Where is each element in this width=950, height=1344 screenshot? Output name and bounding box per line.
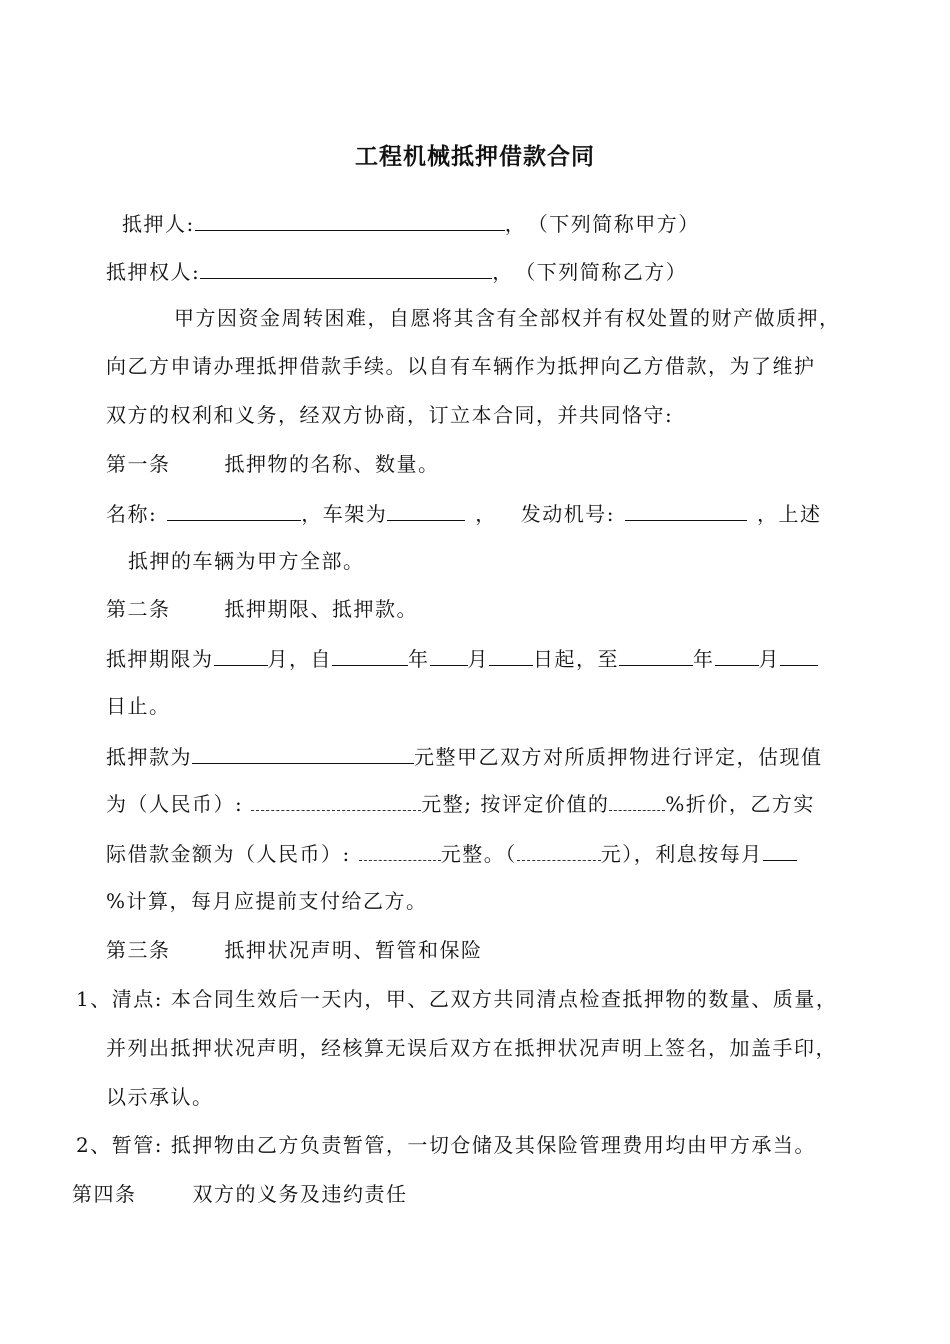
article-1-tail: ，上述 bbox=[757, 502, 822, 526]
article-1-heading: 第一条 bbox=[106, 452, 171, 476]
interest-blank bbox=[763, 838, 797, 861]
start-year-blank bbox=[332, 643, 408, 666]
start-month-blank bbox=[430, 643, 468, 666]
discount-tail: %折价，乙方实 bbox=[665, 792, 815, 816]
term-year-2: 年 bbox=[693, 647, 715, 671]
term-until: 日起，至 bbox=[533, 647, 619, 671]
term-year-1: 年 bbox=[408, 647, 430, 671]
discount-blank bbox=[609, 790, 665, 811]
article-3-item-1-line-2: 并列出抵押状况声明，经核算无误后双方在抵押状况声明上签名，加盖手印， bbox=[106, 1036, 837, 1060]
article-3-item-2: 2、暂管: 抵押物由乙方负责暂管，一切仓储及其保险管理费用均由甲方承当。 bbox=[76, 1133, 816, 1157]
term-month-2: 月 bbox=[758, 647, 780, 671]
engine-label: 发动机号: bbox=[520, 502, 615, 526]
mortgagor-label: 抵押人: bbox=[122, 212, 195, 236]
name-blank bbox=[167, 498, 301, 521]
amount-blank bbox=[192, 741, 414, 764]
article-4-title: 双方的义务及违约责任 bbox=[192, 1182, 408, 1206]
article-1-name-line bbox=[106, 498, 822, 528]
start-day-blank bbox=[489, 643, 533, 666]
engine-blank bbox=[625, 498, 747, 521]
article-4-heading: 第四条 bbox=[72, 1182, 137, 1206]
amount-line-4: %计算，每月应提前支付给乙方。 bbox=[106, 889, 428, 913]
interest-label: 元），利息按每月 bbox=[600, 842, 763, 866]
end-month-blank bbox=[715, 643, 759, 666]
loan-amount-paren-blank bbox=[517, 840, 601, 861]
article-3-title: 抵押状况声明、暂管和保险 bbox=[224, 938, 483, 962]
valuation-tail: 元整; 按评定价值的 bbox=[421, 792, 610, 816]
amount-line-3 bbox=[106, 838, 797, 868]
amount-line-1-tail: 元整甲乙双方对所质押物进行评定，估现值 bbox=[414, 745, 823, 769]
article-3-heading-line bbox=[106, 936, 483, 964]
article-2-title: 抵押期限、抵押款。 bbox=[224, 597, 418, 621]
article-1-title: 抵押物的名称、数量。 bbox=[224, 452, 440, 476]
term-from: 月，自 bbox=[267, 647, 332, 671]
valuation-blank bbox=[251, 790, 421, 811]
end-day-blank bbox=[780, 643, 818, 666]
term-months-blank bbox=[214, 643, 268, 666]
term-line bbox=[106, 643, 818, 673]
term-end: 日止。 bbox=[106, 694, 171, 718]
engine-sep: ， bbox=[475, 502, 497, 526]
mortgagor-blank bbox=[195, 208, 505, 231]
article-3-item-1-line-3: 以示承认。 bbox=[106, 1085, 214, 1109]
amount-label: 抵押款为 bbox=[106, 745, 192, 769]
loan-amount-label: 际借款金额为（人民币）: bbox=[106, 842, 351, 866]
mortgagee-blank bbox=[200, 256, 492, 279]
frame-blank bbox=[387, 498, 465, 521]
mortgagee-note: ， （下列简称乙方） bbox=[492, 260, 688, 284]
article-3-heading: 第三条 bbox=[106, 938, 171, 962]
term-month-1: 月 bbox=[467, 647, 489, 671]
mortgagor-line bbox=[122, 208, 700, 238]
mortgagor-note: ， （下列简称甲方） bbox=[504, 212, 700, 236]
amount-line-2 bbox=[106, 790, 815, 818]
loan-amount-tail: 元整。（ bbox=[440, 842, 517, 866]
end-year-blank bbox=[619, 643, 693, 666]
amount-line-1 bbox=[106, 741, 823, 771]
article-2-heading-line bbox=[106, 595, 418, 623]
frame-label: ，车架为 bbox=[301, 502, 388, 526]
article-4-heading-line bbox=[72, 1180, 408, 1208]
preamble-line-2: 向乙方申请办理抵押借款手续。以自有车辆作为抵押向乙方借款，为了维护 bbox=[106, 354, 816, 378]
article-2-heading: 第二条 bbox=[106, 597, 171, 621]
preamble-line-3: 双方的权利和义务，经双方协商，订立本合同，并共同恪守: bbox=[106, 403, 674, 427]
preamble-line-1: 甲方因资金周转困难，自愿将其含有全部权并有权处置的财产做质押， bbox=[174, 306, 841, 330]
mortgagee-label: 抵押权人: bbox=[106, 260, 201, 284]
name-label: 名称: bbox=[106, 502, 158, 526]
document-title: 工程机械抵押借款合同 bbox=[355, 144, 595, 170]
article-3-item-1-line-1: 1、清点: 本合同生效后一天内，甲、乙双方共同清点检查抵押物的数量、质量， bbox=[76, 987, 838, 1011]
term-label: 抵押期限为 bbox=[106, 647, 214, 671]
loan-amount-blank bbox=[359, 840, 441, 861]
valuation-label: 为（人民币）: bbox=[106, 792, 244, 816]
article-1-heading-line bbox=[106, 450, 440, 478]
mortgagee-line bbox=[106, 256, 687, 286]
article-1-line-2: 抵押的车辆为甲方全部。 bbox=[128, 549, 365, 573]
